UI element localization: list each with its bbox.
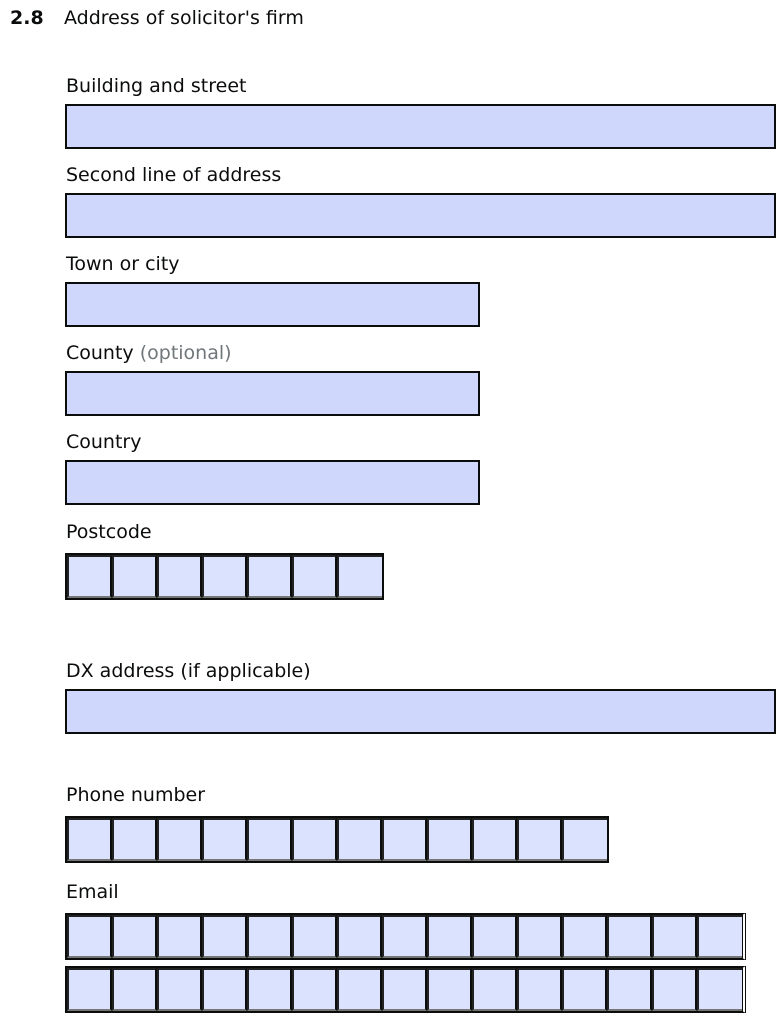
email-char-box[interactable] <box>427 915 472 958</box>
dx-address-label: DX address (if applicable) <box>66 660 311 682</box>
email-char-box[interactable] <box>697 968 742 1011</box>
phone-char-box[interactable] <box>472 818 517 861</box>
dx-address-input[interactable] <box>65 689 776 734</box>
phone-char-box[interactable] <box>562 818 607 861</box>
postcode-char-box[interactable] <box>247 555 292 598</box>
second-line-label: Second line of address <box>66 164 282 186</box>
second-line-input[interactable] <box>65 193 776 238</box>
email-boxes-row-1 <box>65 913 746 960</box>
phone-char-box[interactable] <box>202 818 247 861</box>
postcode-label: Postcode <box>66 521 152 543</box>
email-char-box[interactable] <box>652 968 697 1011</box>
email-char-box[interactable] <box>202 915 247 958</box>
section-number: 2.8 <box>10 7 44 29</box>
email-char-box[interactable] <box>292 968 337 1011</box>
email-char-box[interactable] <box>157 915 202 958</box>
phone-char-box[interactable] <box>67 818 112 861</box>
phone-char-box[interactable] <box>247 818 292 861</box>
email-char-box[interactable] <box>427 968 472 1011</box>
email-char-box[interactable] <box>472 915 517 958</box>
phone-char-box[interactable] <box>517 818 562 861</box>
phone-char-box[interactable] <box>112 818 157 861</box>
country-label: Country <box>66 431 142 453</box>
email-char-box[interactable] <box>67 968 112 1011</box>
postcode-char-box[interactable] <box>112 555 157 598</box>
postcode-char-box[interactable] <box>337 555 382 598</box>
county-optional-hint: (optional) <box>139 342 232 364</box>
building-street-label: Building and street <box>66 75 247 97</box>
phone-char-box[interactable] <box>427 818 472 861</box>
email-char-box[interactable] <box>607 968 652 1011</box>
postcode-char-box[interactable] <box>157 555 202 598</box>
email-char-box[interactable] <box>247 968 292 1011</box>
email-char-box[interactable] <box>562 968 607 1011</box>
town-input[interactable] <box>65 282 480 327</box>
email-char-box[interactable] <box>652 915 697 958</box>
email-char-box[interactable] <box>472 968 517 1011</box>
email-char-box[interactable] <box>247 915 292 958</box>
email-char-box[interactable] <box>202 968 247 1011</box>
county-input[interactable] <box>65 371 480 416</box>
county-label-group <box>66 341 232 365</box>
phone-char-box[interactable] <box>337 818 382 861</box>
postcode-char-box[interactable] <box>67 555 112 598</box>
building-street-input[interactable] <box>65 104 776 149</box>
email-char-box[interactable] <box>337 968 382 1011</box>
email-char-box[interactable] <box>157 968 202 1011</box>
email-char-box[interactable] <box>382 915 427 958</box>
email-label: Email <box>66 881 119 903</box>
phone-char-box[interactable] <box>157 818 202 861</box>
phone-boxes <box>65 816 609 863</box>
email-char-box[interactable] <box>337 915 382 958</box>
phone-char-box[interactable] <box>382 818 427 861</box>
email-char-box[interactable] <box>292 915 337 958</box>
county-label: County <box>66 342 134 364</box>
email-char-box[interactable] <box>382 968 427 1011</box>
phone-label: Phone number <box>66 784 206 806</box>
section-title: Address of solicitor's firm <box>64 7 304 29</box>
postcode-char-box[interactable] <box>202 555 247 598</box>
email-char-box[interactable] <box>697 915 742 958</box>
country-input[interactable] <box>65 460 480 505</box>
email-char-box[interactable] <box>517 968 562 1011</box>
email-char-box[interactable] <box>112 968 157 1011</box>
email-boxes-row-2 <box>65 966 746 1013</box>
phone-char-box[interactable] <box>292 818 337 861</box>
town-label: Town or city <box>66 253 180 275</box>
postcode-char-box[interactable] <box>292 555 337 598</box>
email-char-box[interactable] <box>562 915 607 958</box>
email-char-box[interactable] <box>67 915 112 958</box>
postcode-boxes <box>65 553 384 600</box>
email-char-box[interactable] <box>517 915 562 958</box>
email-char-box[interactable] <box>607 915 652 958</box>
email-char-box[interactable] <box>112 915 157 958</box>
